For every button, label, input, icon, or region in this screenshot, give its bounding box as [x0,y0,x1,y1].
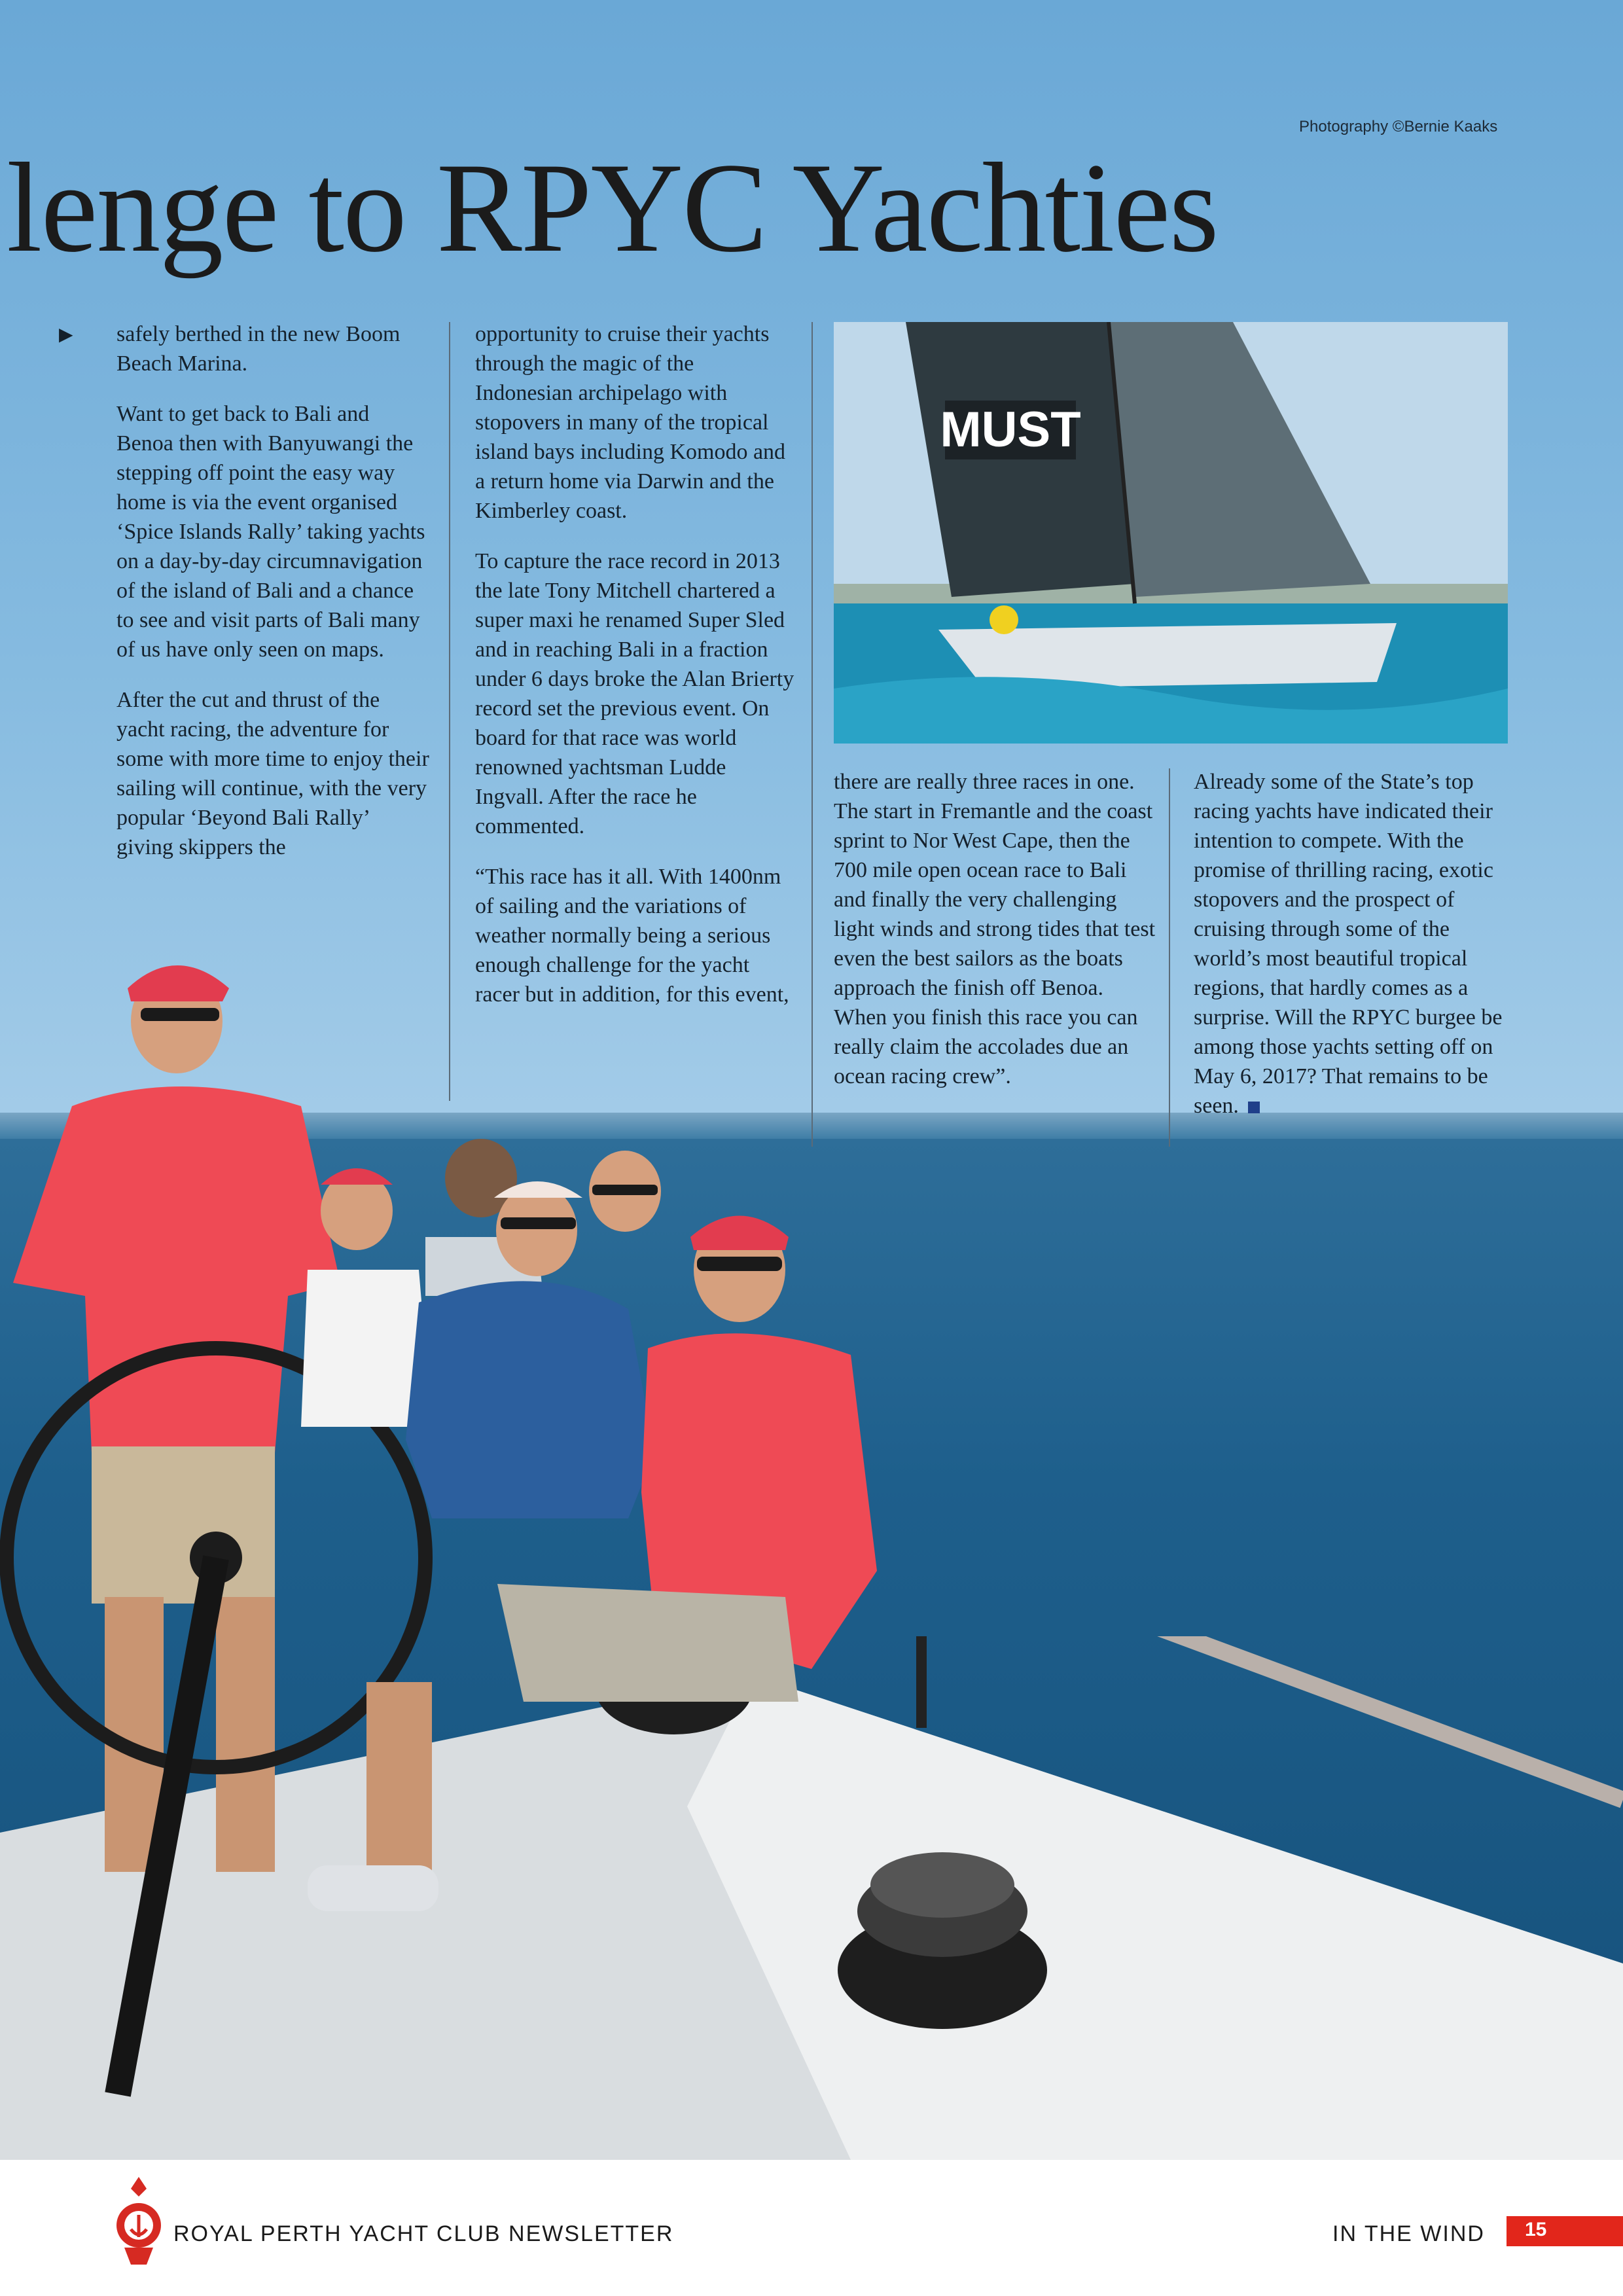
page-number-badge [1507,2216,1623,2246]
article-column-1 [116,319,431,883]
paragraph: safely berthed in the new Boom Beach Marina. [116,322,401,376]
section-name: IN THE WIND [1332,2221,1485,2246]
paragraph: After the cut and thrust of the yacht racing, the adventure for some with more time to enjoy their sailing will continue, with the very popular ‘Beyond Bali Rally’ giving skippers the [116,688,429,859]
sail-logo-text: MUST [940,402,1081,457]
page-number: 15 [1525,2219,1547,2240]
paragraph: “This race has it all. With 1400nm of sailing and the variations of weather normally being a serious enough challenge for the yacht racer but in addition, for this event, [475,865,789,1007]
paragraph: Want to get back to Bali and Benoa then with Banyuwangi the stepping off point the easy way home is via the event organised ‘Spice Islands Rally’ taking yachts on a day-by-day circumnavigation of the island of Bali and a chance to see and visit parts of Bali many of us have only seen on maps. [116,402,425,662]
paragraph: opportunity to cruise their yachts through the magic of the Indonesian archipelago with stopovers in many of the tropical island bays including Komodo and a return home via Darwin and the Kimberley coast. [475,322,786,523]
article-column-3 [834,767,1161,1112]
photo-credit: Photography ©Bernie Kaaks [1299,118,1498,135]
inset-yacht-photo [834,322,1508,744]
newsletter-title: ROYAL PERTH YACHT CLUB NEWSLETTER [173,2221,674,2246]
sailing-crew-illustration [0,929,916,2160]
article-column-2 [475,319,796,1030]
column-divider [1169,768,1170,1147]
end-of-article-mark-icon [1248,1102,1260,1113]
page-headline: lenge to RPYC Yachties [7,137,1218,279]
club-crest-icon [113,2177,165,2265]
paragraph [1194,767,1514,1121]
continued-arrow-icon: ▶ [59,323,73,345]
paragraph: there are really three races in one. The start in Fremantle and the coast sprint to Nor West Cape, then the 700 mile open ocean race to Bali and finally the very challenging light winds and strong tides that test even the best sailors as the boats approach the finish off Benoa. When you finish this race you can really claim the accolades due an ocean racing crew”. [834,770,1156,1088]
column-divider [449,322,450,1101]
paragraph-text: Already some of the State’s top racing yachts have indicated their intention to compete. With the promise of thrilling racing, exotic stopovers and the prospect of cruising through some of the world’s most beautiful tropical regions, that hardly comes as a surprise. Will the RPYC burgee be among those yachts setting off on May 6, 2017? That remains to be seen. [1194,770,1503,1118]
paragraph: To capture the race record in 2013 the late Tony Mitchell chartered a super maxi he renamed Super Sled and in reaching Bali in a fraction under 6 days broke the Alan Brierty record set the previous event. On board for that race was world renowned yachtsman Ludde Ingvall. After the race he commented. [475,549,794,838]
column-divider [812,322,813,1147]
article-column-4 [1194,767,1514,1141]
